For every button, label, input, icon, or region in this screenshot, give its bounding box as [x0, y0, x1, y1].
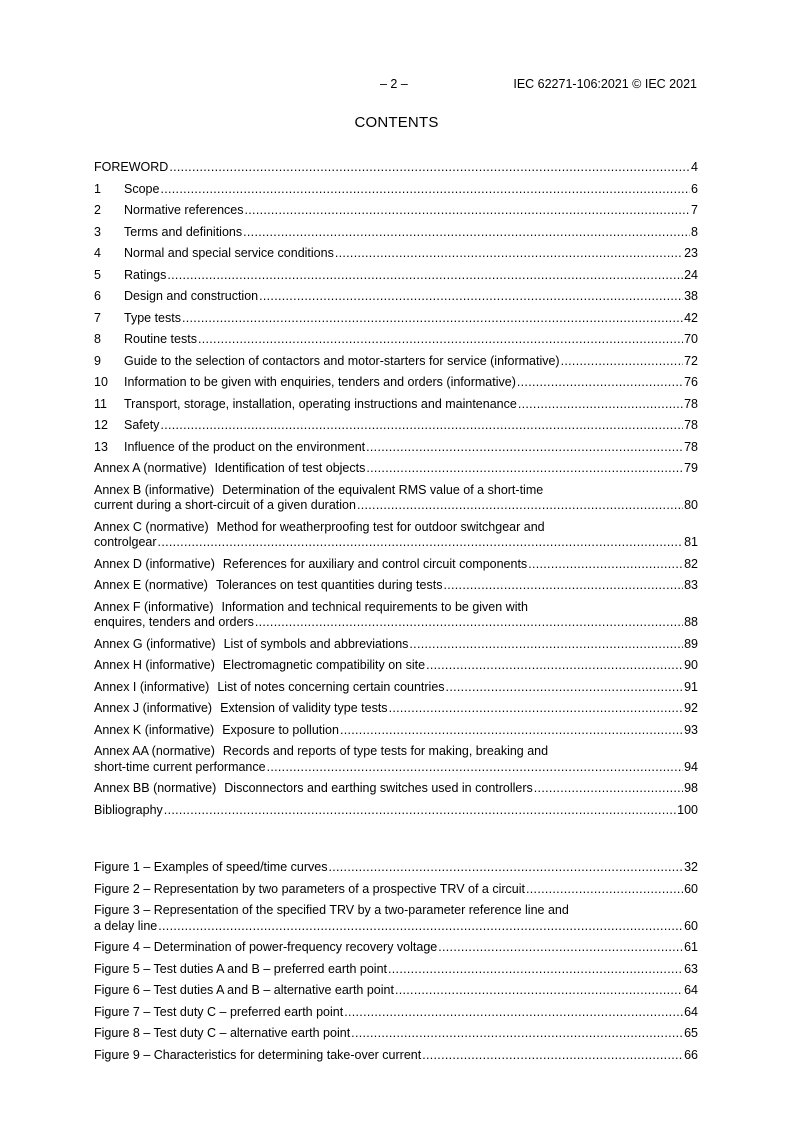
- toc-entry-title: Safety: [124, 418, 160, 432]
- section-number: 1: [94, 181, 101, 196]
- dot-leader: [438, 940, 683, 956]
- dot-leader: [517, 375, 683, 391]
- toc-entry[interactable]: [94, 415, 698, 437]
- toc-entry-title: Information to be given with enquiries, tenders and orders (informative): [124, 375, 516, 389]
- toc-entry-row: [94, 723, 698, 739]
- toc-entry-title: Terms and definitions: [124, 224, 243, 239]
- annex-entry[interactable]: [94, 517, 698, 554]
- page-number-ref: 65: [684, 1026, 698, 1040]
- dot-leader: [422, 1048, 683, 1064]
- toc-entry-row: [94, 289, 698, 305]
- page-number-ref: 100: [677, 802, 698, 817]
- toc-entry-title: Ratings: [124, 267, 167, 282]
- toc-entry-first-line: [94, 744, 698, 760]
- toc-entry-row: [94, 182, 698, 198]
- toc-entry-title: Electromagnetic compatibility on site: [222, 658, 426, 672]
- section-number: 11: [94, 396, 107, 411]
- annex-prefix: Annex A (normative): [94, 461, 207, 475]
- toc-entry-row: [94, 268, 698, 284]
- toc-entry-title: Figure 3 – Representation of the specified TRV by a two-parameter reference line and: [94, 903, 569, 917]
- dot-leader: [158, 919, 683, 935]
- annex-entry[interactable]: [94, 634, 698, 656]
- toc-entry-title: Figure 8 – Test duty C – alternative earth point: [94, 1026, 351, 1040]
- toc-entry-title: a delay line: [94, 918, 158, 933]
- page-number-ref: 63: [684, 961, 698, 976]
- toc-entry-title: enquires, tenders and orders: [94, 615, 254, 629]
- toc-entry-row: [94, 557, 698, 573]
- annex-prefix: Annex I (informative): [94, 679, 210, 694]
- dot-leader: [169, 160, 690, 176]
- toc-entry-title: Normal and special service conditions: [124, 246, 334, 260]
- toc-entry-title: Determination of the equivalent RMS value of a short-time: [222, 482, 544, 497]
- toc-entry-row: [94, 578, 698, 594]
- figure-entry[interactable]: [94, 980, 698, 1002]
- toc-entry[interactable]: [94, 329, 698, 351]
- dot-leader: [351, 1026, 683, 1042]
- page-number-ref: 4: [691, 160, 698, 174]
- toc-entry-row: [94, 637, 698, 653]
- toc-entry-row: [94, 680, 698, 696]
- toc-entry-first-line: [94, 903, 698, 919]
- toc-entry-first-line: [94, 483, 698, 499]
- toc-entry[interactable]: [94, 394, 698, 416]
- page-number-ref: 78: [684, 418, 698, 432]
- page-number-ref: 8: [691, 224, 698, 239]
- toc-entry-title: short-time current performance: [94, 759, 266, 774]
- page-number-ref: 61: [684, 940, 698, 954]
- toc-entry-row: [94, 760, 698, 776]
- page-header: [0, 77, 793, 93]
- dot-leader: [255, 615, 683, 631]
- toc-entry-title: Identification of test objects: [214, 461, 366, 475]
- section-number: 8: [94, 332, 101, 346]
- toc-entry-row: [94, 418, 698, 434]
- figure-entry[interactable]: [94, 937, 698, 959]
- page-number: – 2 –: [380, 77, 408, 91]
- dot-leader: [366, 440, 683, 456]
- dot-leader: [395, 983, 683, 999]
- toc-entry-title: FOREWORD: [94, 160, 169, 174]
- dot-leader: [335, 246, 683, 262]
- toc-entry-title: Extension of validity type tests: [220, 701, 388, 715]
- dot-leader: [259, 289, 683, 305]
- toc-entry[interactable]: [94, 437, 698, 459]
- annex-entry[interactable]: [94, 698, 698, 720]
- annex-prefix: Annex H (informative): [94, 658, 215, 672]
- figure-entry[interactable]: [94, 1002, 698, 1024]
- dot-leader: [357, 498, 683, 514]
- toc-entry-title: Figure 9 – Characteristics for determining take-over current: [94, 1047, 422, 1062]
- page-number-ref: 64: [684, 983, 698, 997]
- toc-entry-title: References for auxiliary and control circuit components: [222, 556, 528, 571]
- page-number-ref: 60: [684, 918, 698, 933]
- toc-entry-title: current during a short-circuit of a given duration: [94, 498, 356, 512]
- annex-entry[interactable]: [94, 554, 698, 576]
- dot-leader: [164, 803, 676, 819]
- toc-entry-row: [94, 225, 698, 241]
- toc-entry-title: Exposure to pollution: [222, 722, 339, 737]
- toc-entry-title: Figure 2 – Representation by two parameters of a prospective TRV of a circuit: [94, 881, 525, 896]
- toc-entry-title: Figure 1 – Examples of speed/time curves: [94, 860, 328, 874]
- toc-entry-title: Figure 6 – Test duties A and B – alternative earth point: [94, 983, 394, 997]
- annex-prefix: Annex C (normative): [94, 519, 209, 534]
- section-number: 13: [94, 439, 108, 454]
- dot-leader: [366, 461, 683, 477]
- page-number-ref: 72: [684, 353, 698, 368]
- annex-entry[interactable]: [94, 575, 698, 597]
- dot-leader: [243, 225, 690, 241]
- toc-entry[interactable]: [94, 372, 698, 394]
- toc-entry-title: controlgear: [94, 535, 157, 549]
- toc-entry-row: [94, 440, 698, 456]
- page-number-ref: 91: [684, 679, 698, 694]
- toc-entry-first-line: [94, 600, 698, 616]
- toc-entry-row: [94, 860, 698, 876]
- annex-prefix: Annex G (informative): [94, 636, 216, 651]
- page-number-ref: 32: [684, 860, 698, 874]
- figure-entry[interactable]: [94, 857, 698, 879]
- figure-entry[interactable]: [94, 879, 698, 901]
- dot-leader: [182, 311, 683, 327]
- list-of-figures: [94, 857, 698, 1066]
- dot-leader: [518, 397, 683, 413]
- annex-prefix: Annex F (informative): [94, 599, 214, 614]
- toc-entry-row: [94, 1005, 698, 1021]
- toc-entry-title: Figure 5 – Test duties A and B – preferred earth point: [94, 961, 388, 976]
- toc-entry-row: [94, 701, 698, 717]
- page-number-ref: 38: [684, 289, 698, 303]
- dot-leader: [328, 860, 683, 876]
- annex-entry[interactable]: [94, 597, 698, 634]
- figure-entry[interactable]: [94, 1023, 698, 1045]
- page-number-ref: 80: [684, 498, 698, 512]
- toc-entry[interactable]: [94, 351, 698, 373]
- toc-entry-row: [94, 1026, 698, 1042]
- toc-entry-title: List of notes concerning certain countries: [217, 679, 445, 694]
- toc-entry-title: Records and reports of type tests for making, breaking and: [222, 744, 549, 758]
- annex-entry[interactable]: [94, 720, 698, 742]
- toc-entry-row: [94, 354, 698, 370]
- annex-entry[interactable]: [94, 778, 698, 800]
- section-number: 3: [94, 224, 101, 239]
- page-number-ref: 42: [684, 310, 698, 325]
- section-number: 4: [94, 246, 101, 260]
- annex-prefix: Annex B (informative): [94, 482, 215, 497]
- dot-leader: [409, 637, 683, 653]
- page-number-ref: 6: [691, 181, 698, 196]
- toc-entry-row: [94, 375, 698, 391]
- toc-entry-row: [94, 983, 698, 999]
- section-number: 9: [94, 353, 101, 368]
- toc-entry-row: [94, 1048, 698, 1064]
- toc-entry[interactable]: [94, 265, 698, 287]
- toc-entry-title: Normative references: [124, 203, 244, 217]
- page-number-ref: 64: [684, 1004, 698, 1019]
- toc-entry[interactable]: [94, 157, 698, 179]
- toc-entry-title: Information and technical requirements to be given with: [221, 599, 528, 614]
- annex-entry[interactable]: [94, 458, 698, 480]
- toc-entry-first-line: [94, 520, 698, 536]
- page-number-ref: 66: [684, 1047, 698, 1062]
- section-number: 7: [94, 310, 101, 325]
- toc-entry-title: Design and construction: [124, 289, 259, 303]
- table-of-contents: [94, 157, 698, 821]
- toc-entry-row: [94, 461, 698, 477]
- annex-prefix: Annex D (informative): [94, 556, 215, 571]
- toc-entry-row: [94, 160, 698, 176]
- annex-prefix: Annex K (informative): [94, 722, 215, 737]
- section-number: 12: [94, 418, 108, 432]
- section-number: 6: [94, 289, 101, 303]
- page-title: CONTENTS: [354, 114, 439, 131]
- toc-entry-row: [94, 940, 698, 956]
- dot-leader: [344, 1005, 683, 1021]
- toc-entry-title: Type tests: [124, 310, 181, 325]
- dot-leader: [167, 268, 683, 284]
- toc-entry-title: List of symbols and abbreviations: [223, 636, 409, 651]
- page-number-ref: 81: [684, 535, 698, 549]
- section-number: 10: [94, 375, 108, 389]
- page-number-ref: 83: [684, 578, 698, 592]
- page-number-ref: 23: [684, 246, 698, 260]
- toc-entry[interactable]: [94, 243, 698, 265]
- document-reference: IEC 62271-106:2021 © IEC 2021: [513, 77, 697, 91]
- page-number-ref: 70: [684, 332, 698, 346]
- section-number: 2: [94, 203, 101, 217]
- section-number: 5: [94, 267, 101, 282]
- toc-entry[interactable]: [94, 200, 698, 222]
- annex-prefix: Annex BB (normative): [94, 781, 217, 795]
- annex-entry[interactable]: [94, 480, 698, 517]
- annex-prefix: Annex AA (normative): [94, 744, 215, 758]
- toc-entry-title: Routine tests: [124, 332, 197, 346]
- annex-prefix: Annex J (informative): [94, 701, 213, 715]
- page-number-ref: 90: [684, 658, 698, 672]
- annex-entry[interactable]: [94, 655, 698, 677]
- page-number-ref: 92: [684, 701, 698, 715]
- dot-leader: [526, 882, 683, 898]
- toc-entry[interactable]: [94, 222, 698, 244]
- bibliography-entry[interactable]: [94, 800, 698, 822]
- page-number-ref: 82: [684, 556, 698, 571]
- toc-entry-row: [94, 658, 698, 674]
- toc-entry-title: Figure 4 – Determination of power-frequency recovery voltage: [94, 940, 438, 954]
- dot-leader: [160, 418, 683, 434]
- toc-entry[interactable]: [94, 308, 698, 330]
- dot-leader: [340, 723, 683, 739]
- page-number-ref: 98: [684, 781, 698, 795]
- toc-entry-row: [94, 919, 698, 935]
- page-number-ref: 76: [684, 375, 698, 389]
- page-number-ref: 7: [691, 203, 698, 217]
- toc-entry-title: Transport, storage, installation, operating instructions and maintenance: [124, 396, 517, 411]
- page-number-ref: 89: [684, 636, 698, 651]
- toc-entry-title: Bibliography: [94, 802, 163, 817]
- annex-prefix: Annex E (normative): [94, 578, 208, 592]
- toc-entry-row: [94, 803, 698, 819]
- dot-leader: [389, 701, 684, 717]
- annex-entry[interactable]: [94, 741, 698, 778]
- toc-entry-row: [94, 781, 698, 797]
- page-number-ref: 24: [684, 267, 698, 282]
- dot-leader: [198, 332, 683, 348]
- toc-entry-row: [94, 962, 698, 978]
- toc-entry-title: Scope: [124, 181, 160, 196]
- toc-entry-title: Guide to the selection of contactors and motor-starters for service (informative): [124, 353, 560, 368]
- dot-leader: [426, 658, 683, 674]
- page-number-ref: 94: [684, 759, 698, 774]
- figure-entry[interactable]: [94, 959, 698, 981]
- dot-leader: [443, 578, 683, 594]
- page-number-ref: 78: [684, 396, 698, 411]
- dot-leader: [388, 962, 683, 978]
- page-number-ref: 78: [684, 439, 698, 454]
- toc-entry-row: [94, 311, 698, 327]
- toc-entry-title: Figure 7 – Test duty C – preferred earth point: [94, 1004, 344, 1019]
- toc-entry-row: [94, 615, 698, 631]
- dot-leader: [160, 182, 690, 198]
- toc-entry-row: [94, 498, 698, 514]
- toc-entry-title: Method for weatherproofing test for outdoor switchgear and: [216, 519, 545, 534]
- dot-leader: [245, 203, 691, 219]
- toc-entry-row: [94, 246, 698, 262]
- dot-leader: [534, 781, 683, 797]
- dot-leader: [528, 557, 683, 573]
- toc-entry-row: [94, 882, 698, 898]
- toc-entry-row: [94, 397, 698, 413]
- toc-entry-title: Tolerances on test quantities during tests: [215, 578, 443, 592]
- toc-entry-title: Influence of the product on the environment: [124, 439, 366, 454]
- toc-entry-title: Disconnectors and earthing switches used in controllers: [224, 781, 533, 795]
- toc-entry[interactable]: [94, 179, 698, 201]
- dot-leader: [446, 680, 684, 696]
- page-number-ref: 60: [684, 881, 698, 896]
- toc-entry-row: [94, 332, 698, 348]
- page-number-ref: 79: [684, 461, 698, 475]
- figure-entry[interactable]: [94, 900, 698, 937]
- figure-entry[interactable]: [94, 1045, 698, 1067]
- page-number-ref: 88: [684, 615, 698, 629]
- dot-leader: [561, 354, 683, 370]
- dot-leader: [267, 760, 684, 776]
- annex-entry[interactable]: [94, 677, 698, 699]
- dot-leader: [158, 535, 684, 551]
- toc-entry-row: [94, 535, 698, 551]
- toc-entry[interactable]: [94, 286, 698, 308]
- page-number-ref: 93: [684, 722, 698, 737]
- toc-entry-row: [94, 203, 698, 219]
